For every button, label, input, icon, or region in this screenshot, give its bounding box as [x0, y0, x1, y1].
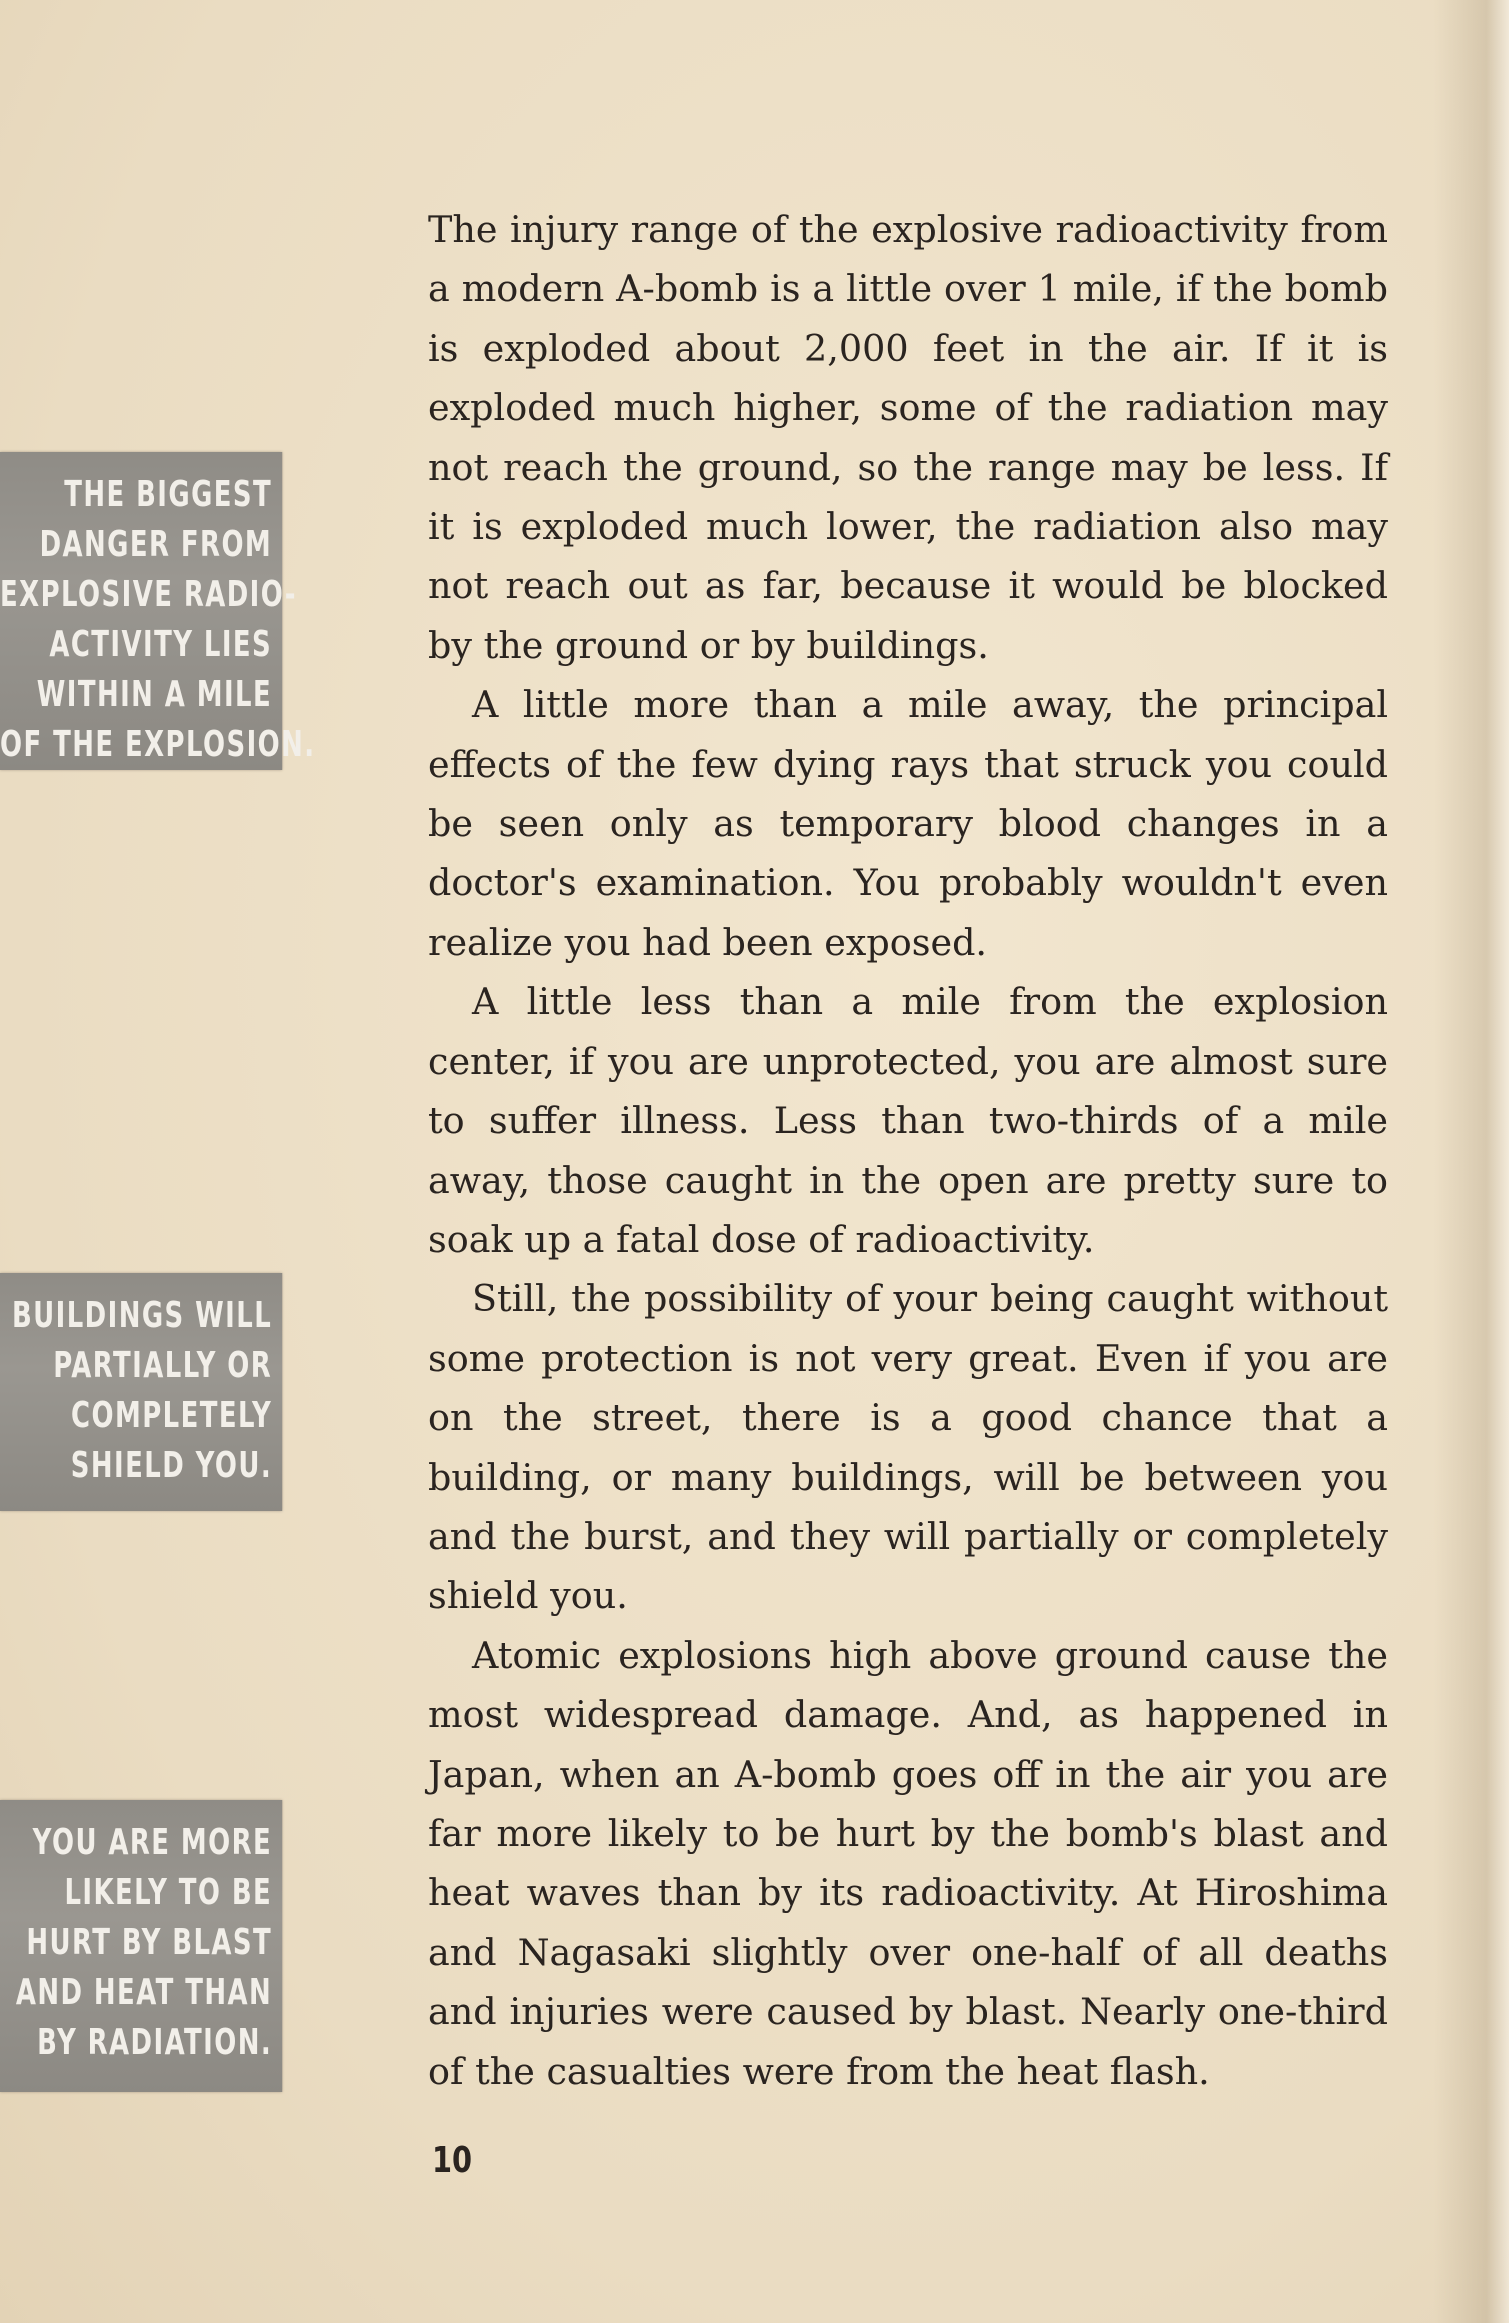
- paragraph-protection: Still, the possibility of your being caught without some protection is not very great. Even if you are on the street, there is a good chance that a building, or many buildings, will be between you and the burst, and they will partially or completely shield you.: [428, 1277, 1388, 1618]
- margin-note-line: AND HEAT THAN: [15, 1972, 273, 2013]
- paragraph-more-than-a-mile: A little more than a mile away, the principal effects of the few dying rays that struck you could be seen only as temporary blood changes in a doctor's examination. You probably wouldn't even realize you had been exposed.: [428, 683, 1388, 964]
- margin-note-biggest-danger: [0, 452, 316, 770]
- margin-note-line: COMPLETELY: [71, 1395, 273, 1436]
- margin-note-blast-and-heat: [0, 1800, 282, 2092]
- margin-note-line: OF THE EXPLOSION.: [0, 724, 316, 765]
- paragraph-blast-and-heat: Atomic explosions high above ground cause the most widespread damage. And, as happened in Japan, when an A-bomb goes off in the air you are far more likely to be hurt by the bomb's blast and heat waves than by its radioactivity. At Hiroshima and Nagasaki slightly over one-half of all deaths and injuries were caused by blast. Nearly one-third of the casualties were from the heat flash.: [428, 1633, 1388, 2093]
- margin-note-buildings-shield: [0, 1273, 282, 1511]
- margin-note-line: HURT BY BLAST: [26, 1922, 273, 1963]
- margin-note-line: EXPLOSIVE RADIO-: [0, 574, 297, 615]
- margin-note-line: SHIELD YOU.: [70, 1445, 273, 1486]
- margin-note-line: DANGER FROM: [39, 524, 273, 565]
- paragraph-less-than-a-mile: A little less than a mile from the explosion center, if you are unprotected, you are almost sure to suffer illness. Less than two-thirds of a mile away, those caught in the open are pretty sure to soak up a fatal dose of radioactivity.: [428, 980, 1388, 1261]
- margin-note-line: BY RADIATION.: [37, 2022, 273, 2063]
- body-text: [428, 200, 1388, 2101]
- margin-note-line: YOU ARE MORE: [32, 1822, 273, 1863]
- margin-note-line: ACTIVITY LIES: [49, 624, 273, 665]
- paragraph-injury-range: The injury range of the explosive radioactivity from a modern A-bomb is a little over 1 mile, if the bomb is exploded about 2,000 feet in the air. If it is exploded much higher, some of the radiation may not reach the ground, so the range may be less. If it is exploded much lower, the radiation also may not reach out as far, because it would be blocked by the ground or by buildings.: [428, 208, 1388, 667]
- page-number: 10: [432, 2140, 473, 2181]
- margin-note-line: THE BIGGEST: [64, 474, 273, 515]
- margin-note-line: LIKELY TO BE: [64, 1872, 273, 1913]
- margin-note-line: BUILDINGS WILL: [11, 1295, 273, 1336]
- margin-note-line: WITHIN A MILE: [36, 674, 273, 715]
- margin-note-line: PARTIALLY OR: [53, 1345, 273, 1386]
